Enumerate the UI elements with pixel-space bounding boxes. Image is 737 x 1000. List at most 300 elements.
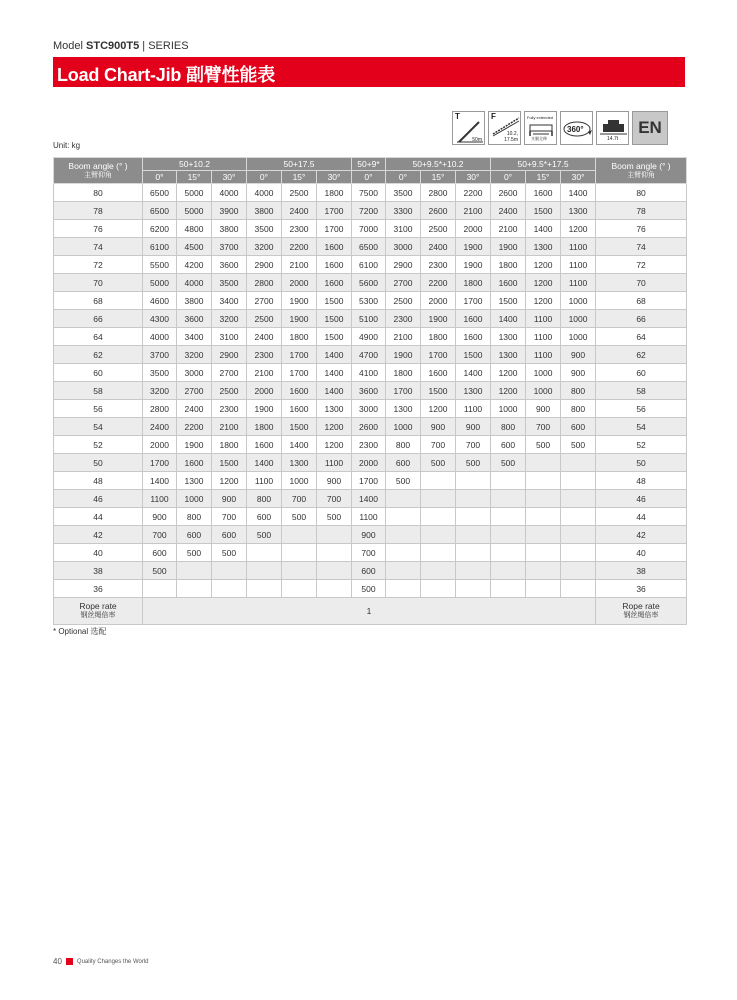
load-cell: 3200 bbox=[247, 238, 282, 256]
load-cell: 1800 bbox=[456, 274, 491, 292]
boom-angle-cell: 44 bbox=[596, 508, 687, 526]
rotation-label: 360° bbox=[567, 125, 584, 134]
load-cell bbox=[561, 580, 596, 598]
load-cell: 2000 bbox=[456, 220, 491, 238]
rope-rate-row bbox=[54, 598, 687, 625]
load-cell: 3600 bbox=[212, 256, 247, 274]
load-cell: 6200 bbox=[143, 220, 177, 238]
load-cell: 2700 bbox=[177, 382, 212, 400]
table-row bbox=[54, 292, 687, 310]
load-cell: 1300 bbox=[282, 454, 317, 472]
load-cell: 3700 bbox=[143, 346, 177, 364]
load-cell: 2600 bbox=[352, 418, 386, 436]
load-cell: 1100 bbox=[456, 400, 491, 418]
load-cell: 800 bbox=[561, 400, 596, 418]
load-cell: 1000 bbox=[282, 472, 317, 490]
load-cell: 6500 bbox=[143, 202, 177, 220]
load-cell: 1400 bbox=[352, 490, 386, 508]
load-cell: 5300 bbox=[352, 292, 386, 310]
load-cell bbox=[282, 580, 317, 598]
load-cell bbox=[491, 472, 526, 490]
load-cell: 4200 bbox=[177, 256, 212, 274]
table-row bbox=[54, 544, 687, 562]
load-cell: 2000 bbox=[143, 436, 177, 454]
load-cell: 3000 bbox=[177, 364, 212, 382]
load-cell bbox=[526, 508, 561, 526]
load-cell bbox=[247, 562, 282, 580]
table-row bbox=[54, 454, 687, 472]
table-row bbox=[54, 490, 687, 508]
load-cell: 3700 bbox=[212, 238, 247, 256]
group-header: 50+9.5*+17.5 bbox=[491, 158, 596, 171]
load-cell: 1300 bbox=[386, 400, 421, 418]
load-cell bbox=[526, 580, 561, 598]
load-cell: 1500 bbox=[317, 310, 352, 328]
rope-rate-cn: 钢丝绳倍率 bbox=[623, 612, 659, 619]
load-cell: 1600 bbox=[317, 274, 352, 292]
boom-angle-cell: 68 bbox=[596, 292, 687, 310]
load-chart-table bbox=[53, 157, 687, 625]
load-cell bbox=[526, 526, 561, 544]
load-cell: 2300 bbox=[282, 220, 317, 238]
boom-angle-en: Boom angle (° ) bbox=[611, 160, 671, 171]
load-cell: 1200 bbox=[212, 472, 247, 490]
boom-angle-cell: 80 bbox=[54, 184, 143, 202]
load-cell bbox=[491, 490, 526, 508]
load-cell: 1400 bbox=[526, 220, 561, 238]
boom-angle-cell: 54 bbox=[596, 418, 687, 436]
boom-angle-cell: 68 bbox=[54, 292, 143, 310]
boom-angle-cell: 50 bbox=[54, 454, 143, 472]
boom-angle-cell: 78 bbox=[596, 202, 687, 220]
load-cell: 800 bbox=[247, 490, 282, 508]
angle-subheader: 0° bbox=[491, 171, 526, 184]
load-cell: 600 bbox=[386, 454, 421, 472]
load-cell: 4000 bbox=[212, 184, 247, 202]
load-cell bbox=[456, 562, 491, 580]
angle-subheader: 15° bbox=[526, 171, 561, 184]
load-cell: 1700 bbox=[282, 364, 317, 382]
load-cell bbox=[421, 508, 456, 526]
load-cell: 2400 bbox=[247, 328, 282, 346]
boom-angle-cell: 38 bbox=[54, 562, 143, 580]
load-cell: 2300 bbox=[386, 310, 421, 328]
load-cell: 500 bbox=[456, 454, 491, 472]
load-cell: 1200 bbox=[491, 382, 526, 400]
boom-angle-cell: 38 bbox=[596, 562, 687, 580]
rope-rate-value: 1 bbox=[143, 598, 596, 625]
boom-angle-cell: 36 bbox=[596, 580, 687, 598]
load-cell: 3600 bbox=[352, 382, 386, 400]
load-cell bbox=[386, 562, 421, 580]
load-cell: 1700 bbox=[386, 382, 421, 400]
group-header: 50+9* bbox=[352, 158, 386, 171]
load-cell: 1500 bbox=[421, 382, 456, 400]
boom-angle-cell: 42 bbox=[596, 526, 687, 544]
load-cell: 1100 bbox=[143, 490, 177, 508]
load-cell: 1600 bbox=[317, 256, 352, 274]
load-cell: 1400 bbox=[561, 184, 596, 202]
load-cell: 1100 bbox=[526, 346, 561, 364]
table-row bbox=[54, 328, 687, 346]
load-cell: 1600 bbox=[526, 184, 561, 202]
load-cell: 3300 bbox=[386, 202, 421, 220]
load-cell: 3800 bbox=[177, 292, 212, 310]
boom-angle-cell: 56 bbox=[596, 400, 687, 418]
boom-angle-cell: 42 bbox=[54, 526, 143, 544]
model-suffix: | SERIES bbox=[139, 40, 189, 52]
config-icons bbox=[452, 111, 668, 147]
load-cell: 2400 bbox=[282, 202, 317, 220]
load-cell bbox=[526, 454, 561, 472]
model-name: STC900T5 bbox=[86, 40, 140, 52]
load-cell: 500 bbox=[282, 508, 317, 526]
load-cell: 3500 bbox=[247, 220, 282, 238]
table-row bbox=[54, 256, 687, 274]
load-cell: 2400 bbox=[143, 418, 177, 436]
load-cell: 600 bbox=[491, 436, 526, 454]
load-cell: 500 bbox=[491, 454, 526, 472]
load-cell: 1500 bbox=[317, 328, 352, 346]
load-cell bbox=[247, 580, 282, 598]
boom-angle-cell: 48 bbox=[54, 472, 143, 490]
load-cell: 1100 bbox=[561, 256, 596, 274]
load-cell: 1600 bbox=[421, 364, 456, 382]
load-cell: 2500 bbox=[282, 184, 317, 202]
t-letter: T bbox=[455, 112, 460, 121]
boom-angle-cell: 36 bbox=[54, 580, 143, 598]
load-cell bbox=[386, 508, 421, 526]
load-cell bbox=[317, 544, 352, 562]
rope-rate-en: Rope rate bbox=[622, 601, 660, 611]
load-cell: 3400 bbox=[212, 292, 247, 310]
load-cell: 1100 bbox=[247, 472, 282, 490]
load-cell: 1300 bbox=[177, 472, 212, 490]
load-cell: 1300 bbox=[456, 382, 491, 400]
load-cell bbox=[491, 526, 526, 544]
boom-angle-cell: 70 bbox=[596, 274, 687, 292]
outrigger-icon bbox=[524, 111, 557, 145]
angle-subheader: 30° bbox=[456, 171, 491, 184]
load-cell: 500 bbox=[177, 544, 212, 562]
load-cell: 900 bbox=[317, 472, 352, 490]
load-cell bbox=[456, 580, 491, 598]
load-cell: 2400 bbox=[491, 202, 526, 220]
load-cell bbox=[421, 562, 456, 580]
load-cell: 1700 bbox=[282, 346, 317, 364]
group-header: 50+17.5 bbox=[247, 158, 352, 171]
load-cell bbox=[386, 544, 421, 562]
load-cell: 5100 bbox=[352, 310, 386, 328]
load-cell: 700 bbox=[421, 436, 456, 454]
load-cell: 1600 bbox=[282, 382, 317, 400]
load-cell: 1300 bbox=[526, 238, 561, 256]
load-cell: 1600 bbox=[177, 454, 212, 472]
load-cell: 2300 bbox=[247, 346, 282, 364]
load-cell: 900 bbox=[352, 526, 386, 544]
counterweight-icon bbox=[596, 111, 629, 145]
load-cell bbox=[561, 526, 596, 544]
load-cell: 700 bbox=[317, 490, 352, 508]
angle-subheader: 15° bbox=[421, 171, 456, 184]
load-cell: 2000 bbox=[247, 382, 282, 400]
load-cell bbox=[317, 580, 352, 598]
load-cell: 500 bbox=[526, 436, 561, 454]
load-cell: 1400 bbox=[317, 346, 352, 364]
load-cell: 1400 bbox=[317, 364, 352, 382]
load-cell: 5000 bbox=[143, 274, 177, 292]
load-cell bbox=[526, 490, 561, 508]
load-cell: 1000 bbox=[526, 364, 561, 382]
load-cell: 500 bbox=[317, 508, 352, 526]
boom-angle-cell: 52 bbox=[54, 436, 143, 454]
load-cell: 1500 bbox=[282, 418, 317, 436]
load-cell bbox=[212, 580, 247, 598]
load-cell bbox=[491, 580, 526, 598]
load-cell: 2500 bbox=[421, 220, 456, 238]
model-prefix: Model bbox=[53, 40, 87, 52]
load-cell bbox=[491, 508, 526, 526]
load-cell: 2700 bbox=[212, 364, 247, 382]
load-cell: 3000 bbox=[386, 238, 421, 256]
unit-label: Unit: kg bbox=[53, 141, 81, 150]
load-cell: 2300 bbox=[212, 400, 247, 418]
load-cell bbox=[561, 508, 596, 526]
load-cell: 1900 bbox=[456, 256, 491, 274]
boom-angle-cell: 60 bbox=[596, 364, 687, 382]
angle-subheader: 30° bbox=[317, 171, 352, 184]
load-cell: 1800 bbox=[282, 328, 317, 346]
boom-angle-cell: 76 bbox=[596, 220, 687, 238]
boom-angle-cell: 80 bbox=[596, 184, 687, 202]
load-cell: 1700 bbox=[352, 472, 386, 490]
load-cell: 1400 bbox=[317, 382, 352, 400]
load-cell bbox=[491, 562, 526, 580]
load-cell: 700 bbox=[282, 490, 317, 508]
load-cell: 1800 bbox=[421, 328, 456, 346]
t-caption: 50m bbox=[472, 137, 482, 143]
language-badge: EN bbox=[632, 111, 668, 145]
boom-angle-cell: 62 bbox=[596, 346, 687, 364]
load-cell: 1500 bbox=[317, 292, 352, 310]
load-cell: 4700 bbox=[352, 346, 386, 364]
load-cell: 2800 bbox=[421, 184, 456, 202]
table-row bbox=[54, 526, 687, 544]
load-cell: 3000 bbox=[352, 400, 386, 418]
table-row bbox=[54, 184, 687, 202]
load-cell: 700 bbox=[352, 544, 386, 562]
load-cell: 4500 bbox=[177, 238, 212, 256]
page-footer bbox=[53, 957, 149, 966]
load-cell: 1500 bbox=[491, 292, 526, 310]
load-cell bbox=[456, 508, 491, 526]
load-cell: 4800 bbox=[177, 220, 212, 238]
load-cell: 2900 bbox=[386, 256, 421, 274]
load-cell: 1400 bbox=[456, 364, 491, 382]
load-cell: 3600 bbox=[177, 310, 212, 328]
load-cell: 2100 bbox=[456, 202, 491, 220]
boom-angle-cell: 54 bbox=[54, 418, 143, 436]
boom-angle-cell: 78 bbox=[54, 202, 143, 220]
load-cell: 800 bbox=[491, 418, 526, 436]
table-row bbox=[54, 364, 687, 382]
boom-angle-cn: 主臂仰角 bbox=[627, 171, 656, 179]
boom-angle-cell: 70 bbox=[54, 274, 143, 292]
load-cell: 800 bbox=[177, 508, 212, 526]
load-cell: 1600 bbox=[456, 328, 491, 346]
load-cell: 3900 bbox=[212, 202, 247, 220]
load-cell bbox=[561, 562, 596, 580]
load-cell bbox=[386, 490, 421, 508]
load-cell bbox=[177, 562, 212, 580]
load-cell: 3200 bbox=[212, 310, 247, 328]
load-cell: 4300 bbox=[143, 310, 177, 328]
load-cell bbox=[456, 526, 491, 544]
load-cell: 1200 bbox=[317, 436, 352, 454]
load-cell: 4100 bbox=[352, 364, 386, 382]
boom-angle-cell: 76 bbox=[54, 220, 143, 238]
load-cell: 1000 bbox=[526, 382, 561, 400]
table-row bbox=[54, 400, 687, 418]
load-cell: 1400 bbox=[282, 436, 317, 454]
load-cell: 4000 bbox=[177, 274, 212, 292]
boom-angle-cell: 58 bbox=[596, 382, 687, 400]
load-cell: 1600 bbox=[282, 400, 317, 418]
load-cell: 1300 bbox=[561, 202, 596, 220]
boom-angle-cell: 66 bbox=[54, 310, 143, 328]
load-cell bbox=[421, 472, 456, 490]
load-cell bbox=[282, 526, 317, 544]
red-square-icon bbox=[66, 958, 73, 965]
load-cell: 700 bbox=[212, 508, 247, 526]
boom-angle-cell: 74 bbox=[54, 238, 143, 256]
load-cell: 2600 bbox=[491, 184, 526, 202]
angle-subheader: 0° bbox=[352, 171, 386, 184]
load-cell bbox=[561, 472, 596, 490]
table-row bbox=[54, 472, 687, 490]
load-cell: 2200 bbox=[177, 418, 212, 436]
load-cell: 2200 bbox=[421, 274, 456, 292]
load-cell: 3100 bbox=[386, 220, 421, 238]
load-cell: 1600 bbox=[317, 238, 352, 256]
boom-angle-cell: 64 bbox=[596, 328, 687, 346]
boom-angle-cell: 58 bbox=[54, 382, 143, 400]
load-cell: 1900 bbox=[386, 346, 421, 364]
group-header: 50+9.5*+10.2 bbox=[386, 158, 491, 171]
rope-rate-en: Rope rate bbox=[79, 601, 117, 611]
load-cell: 1800 bbox=[317, 184, 352, 202]
load-cell: 900 bbox=[212, 490, 247, 508]
angle-subheader: 0° bbox=[247, 171, 282, 184]
f-caption-2: 17.5m bbox=[504, 137, 518, 143]
table-row bbox=[54, 220, 687, 238]
load-cell bbox=[456, 544, 491, 562]
load-cell: 700 bbox=[456, 436, 491, 454]
load-cell: 1100 bbox=[526, 328, 561, 346]
counterweight-caption: 14.7t bbox=[607, 136, 619, 142]
load-cell: 2700 bbox=[247, 292, 282, 310]
load-cell: 1000 bbox=[177, 490, 212, 508]
table-row bbox=[54, 580, 687, 598]
load-cell: 2300 bbox=[352, 436, 386, 454]
load-cell bbox=[456, 490, 491, 508]
load-cell: 1200 bbox=[526, 256, 561, 274]
load-cell: 1800 bbox=[386, 364, 421, 382]
load-cell: 1400 bbox=[491, 310, 526, 328]
load-cell: 1000 bbox=[386, 418, 421, 436]
group-header-row bbox=[54, 158, 687, 171]
load-cell: 1400 bbox=[143, 472, 177, 490]
load-cell: 500 bbox=[352, 580, 386, 598]
load-cell: 1500 bbox=[456, 346, 491, 364]
load-cell: 4600 bbox=[143, 292, 177, 310]
load-cell: 700 bbox=[526, 418, 561, 436]
load-cell: 1300 bbox=[317, 400, 352, 418]
load-cell: 2000 bbox=[282, 274, 317, 292]
angle-subheader: 0° bbox=[386, 171, 421, 184]
load-cell: 5500 bbox=[143, 256, 177, 274]
boom-angle-en: Boom angle (° ) bbox=[68, 160, 128, 171]
load-cell: 1500 bbox=[212, 454, 247, 472]
load-cell bbox=[421, 580, 456, 598]
load-cell bbox=[177, 580, 212, 598]
load-cell: 2000 bbox=[352, 454, 386, 472]
load-cell: 2500 bbox=[212, 382, 247, 400]
load-cell: 3200 bbox=[177, 346, 212, 364]
boom-angle-cell: 66 bbox=[596, 310, 687, 328]
load-cell: 1800 bbox=[247, 418, 282, 436]
page-title: Load Chart-Jib 副臂性能表 bbox=[57, 65, 276, 85]
boom-angle-cell: 40 bbox=[596, 544, 687, 562]
boom-angle-cn: 主臂仰角 bbox=[84, 171, 112, 179]
load-cell: 1700 bbox=[317, 220, 352, 238]
load-cell: 3500 bbox=[212, 274, 247, 292]
load-cell bbox=[526, 562, 561, 580]
load-cell: 1200 bbox=[561, 220, 596, 238]
load-cell: 1100 bbox=[526, 310, 561, 328]
load-cell: 500 bbox=[421, 454, 456, 472]
boom-angle-cell: 48 bbox=[596, 472, 687, 490]
load-cell bbox=[421, 490, 456, 508]
title-banner bbox=[53, 57, 685, 87]
table-row bbox=[54, 202, 687, 220]
load-cell: 2000 bbox=[421, 292, 456, 310]
angle-subheader: 30° bbox=[212, 171, 247, 184]
load-cell: 2400 bbox=[421, 238, 456, 256]
load-cell: 2300 bbox=[421, 256, 456, 274]
table-row bbox=[54, 562, 687, 580]
load-cell: 900 bbox=[561, 364, 596, 382]
load-cell: 3200 bbox=[143, 382, 177, 400]
load-cell bbox=[421, 544, 456, 562]
load-cell: 4900 bbox=[352, 328, 386, 346]
table-row bbox=[54, 238, 687, 256]
load-cell bbox=[456, 472, 491, 490]
load-cell: 7200 bbox=[352, 202, 386, 220]
load-cell: 1000 bbox=[491, 400, 526, 418]
load-cell: 1600 bbox=[491, 274, 526, 292]
boom-angle-cell: 56 bbox=[54, 400, 143, 418]
load-cell: 1000 bbox=[561, 292, 596, 310]
boom-angle-cell: 50 bbox=[596, 454, 687, 472]
optional-note: * Optional 选配 bbox=[53, 627, 107, 636]
load-cell bbox=[561, 454, 596, 472]
load-cell: 1200 bbox=[526, 274, 561, 292]
load-cell bbox=[386, 526, 421, 544]
boom-angle-cell: 46 bbox=[54, 490, 143, 508]
angle-subheader: 15° bbox=[282, 171, 317, 184]
load-cell: 2900 bbox=[212, 346, 247, 364]
